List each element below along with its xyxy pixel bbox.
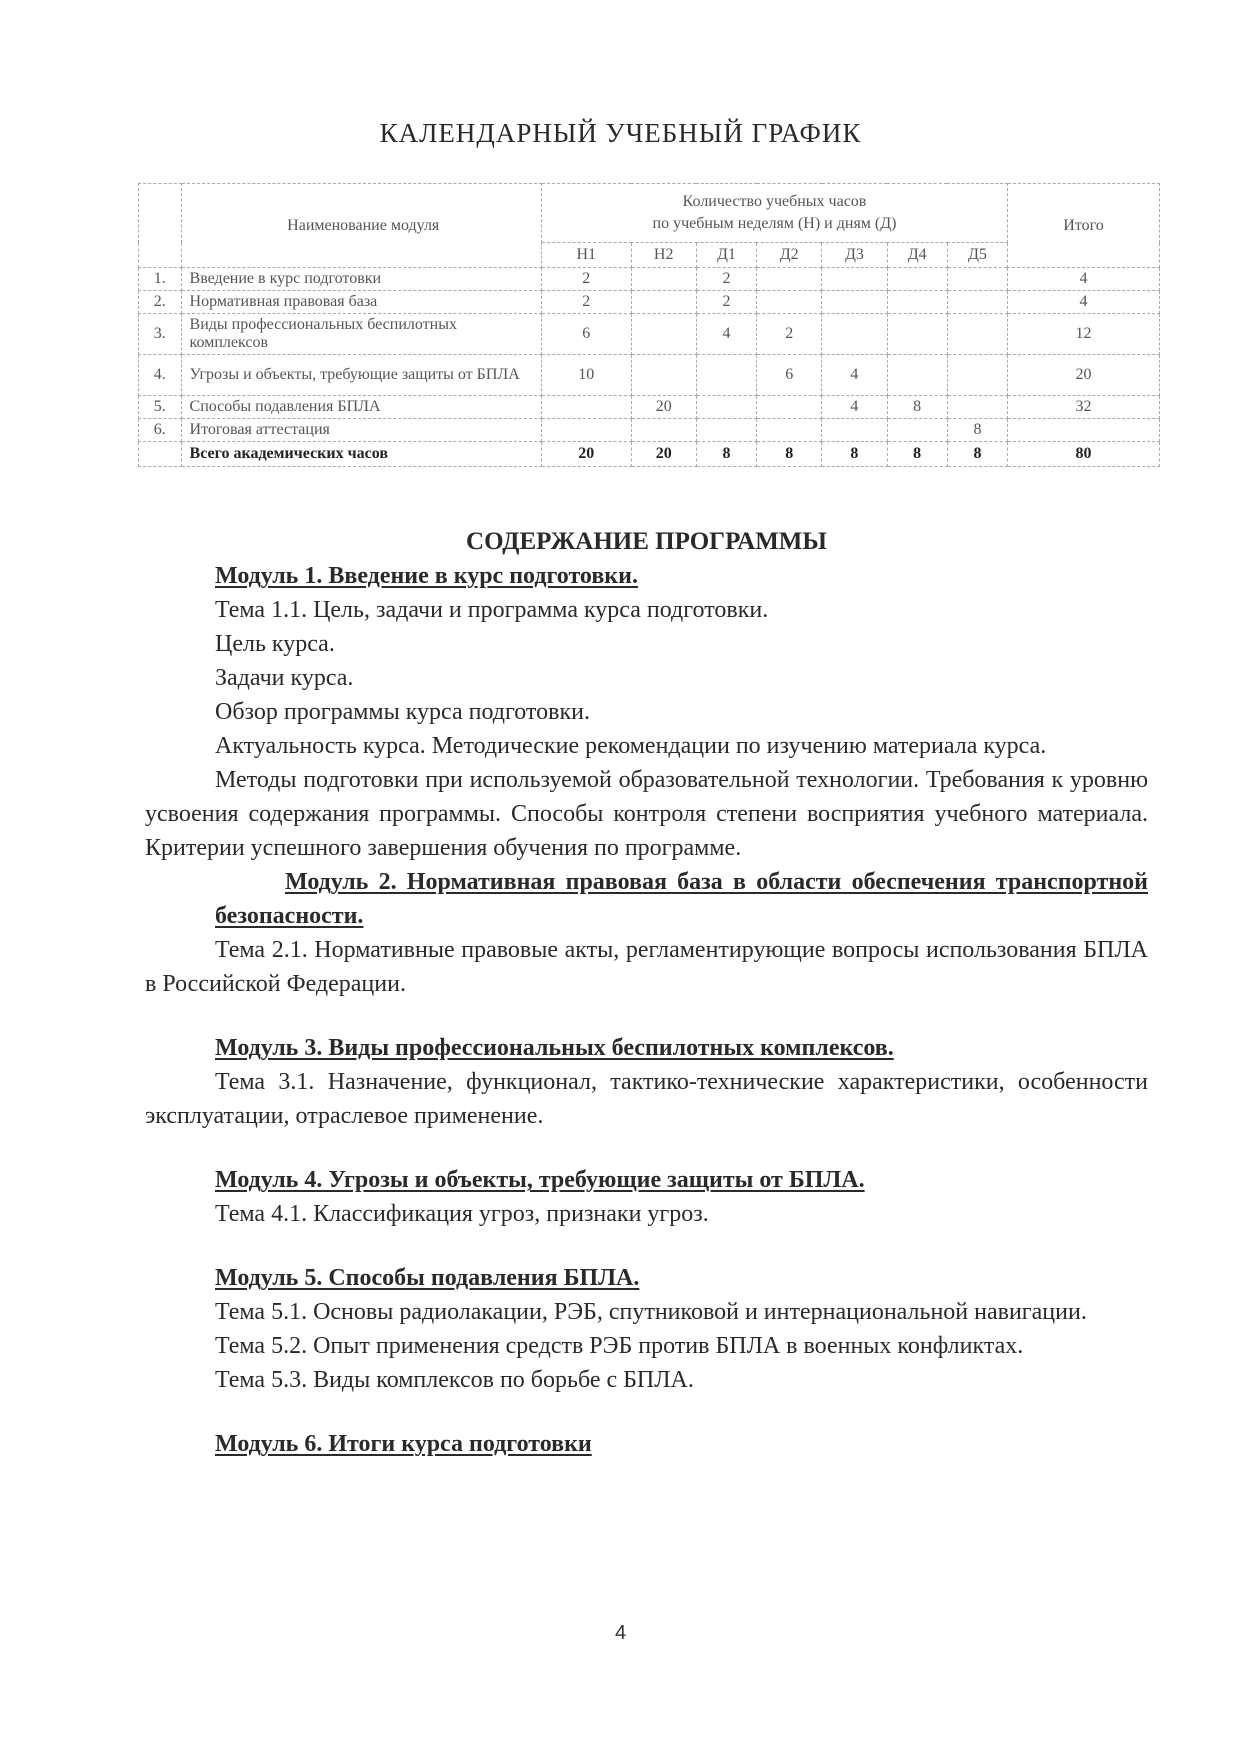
row-hours-cell: 2: [541, 268, 631, 291]
row-number: 4.: [139, 355, 182, 396]
page-number: 4: [614, 1622, 627, 1644]
row-hours-cell: 8: [887, 396, 947, 419]
table-row: [139, 419, 1160, 442]
row-hours-cell: [887, 419, 947, 442]
row-number: 1.: [139, 268, 182, 291]
row-hours-cell: 2: [696, 268, 756, 291]
module-5-topic: Тема 5.3. Виды комплексов по борьбе с БПЛА.: [215, 1367, 694, 1393]
header-hours: [541, 184, 1007, 243]
totals-cell: 8: [822, 442, 887, 467]
header-col: Д3: [822, 243, 887, 268]
module-4-topic: Тема 4.1. Классификация угроз, признаки угроз.: [215, 1201, 709, 1227]
module-5-topic: Тема 5.1. Основы радиолакации, РЭБ, спутниковой и интернациональной навигации.: [215, 1299, 1087, 1325]
row-hours-cell: [822, 419, 887, 442]
header-num: [139, 184, 182, 268]
header-col: Д1: [696, 243, 756, 268]
row-hours-cell: [822, 291, 887, 314]
module-3-heading: Модуль 3. Виды профессиональных беспилотных комплексов.: [215, 1035, 894, 1061]
row-hours-cell: [887, 355, 947, 396]
row-hours-cell: [541, 396, 631, 419]
header-col: Д5: [947, 243, 1007, 268]
row-hours-cell: [757, 268, 822, 291]
module-5-topic: Тема 5.2. Опыт применения средств РЭБ против БПЛА в военных конфликтах.: [215, 1333, 1024, 1359]
row-module-name: Итоговая аттестация: [181, 419, 541, 442]
totals-cell: 8: [757, 442, 822, 467]
table-row: [139, 314, 1160, 355]
totals-cell: 20: [541, 442, 631, 467]
row-number: 2.: [139, 291, 182, 314]
row-total: 20: [1008, 355, 1160, 396]
row-module-name: Введение в курс подготовки: [181, 268, 541, 291]
row-hours-cell: 20: [631, 396, 696, 419]
row-hours-cell: 2: [757, 314, 822, 355]
table-row: [139, 268, 1160, 291]
module-2-heading: Модуль 2. Нормативная правовая база в области обеспечения транспортной безопасности.: [215, 869, 1148, 929]
totals-grand-total: 80: [1008, 442, 1160, 467]
table-row: [139, 396, 1160, 419]
row-hours-cell: 6: [541, 314, 631, 355]
row-hours-cell: 2: [696, 291, 756, 314]
row-hours-cell: [887, 291, 947, 314]
row-hours-cell: [631, 314, 696, 355]
row-hours-cell: [631, 268, 696, 291]
header-hours-line2: по учебным неделям (Н) и дням (Д): [652, 215, 897, 232]
module-1-paragraph: Методы подготовки при используемой образовательной технологии. Требования к уровню усвоения содержания программы. Способы контроля степени восприятия учебного материала. Критерии успешного завершения обучения по программе.: [145, 767, 1148, 861]
row-total: 32: [1008, 396, 1160, 419]
row-hours-cell: 8: [947, 419, 1007, 442]
header-total: Итого: [1008, 184, 1160, 268]
row-hours-cell: [947, 268, 1007, 291]
totals-cell: 8: [887, 442, 947, 467]
row-hours-cell: 4: [696, 314, 756, 355]
module-4-heading: Модуль 4. Угрозы и объекты, требующие защиты от БПЛА.: [215, 1167, 865, 1193]
module-6-heading: Модуль 6. Итоги курса подготовки: [215, 1431, 592, 1457]
table-row: [139, 355, 1160, 396]
row-hours-cell: [947, 314, 1007, 355]
row-module-name: Способы подавления БПЛА: [181, 396, 541, 419]
row-hours-cell: [631, 419, 696, 442]
table-totals-row: [139, 442, 1160, 467]
module-3-topic: Тема 3.1. Назначение, функционал, тактико-технические характеристики, особенности эксплуатации, отраслевое применение.: [145, 1069, 1148, 1129]
totals-num: [139, 442, 182, 467]
row-module-name: Угрозы и объекты, требующие защиты от БПЛА: [181, 355, 541, 396]
row-hours-cell: [947, 291, 1007, 314]
totals-label: Всего академических часов: [181, 442, 541, 467]
totals-cell: 20: [631, 442, 696, 467]
row-total: 12: [1008, 314, 1160, 355]
module-1-topic: Тема 1.1. Цель, задачи и программа курса подготовки.: [215, 597, 769, 623]
header-col: Д2: [757, 243, 822, 268]
module-1-line: Обзор программы курса подготовки.: [215, 699, 590, 725]
row-module-name: Нормативная правовая база: [181, 291, 541, 314]
row-hours-cell: [631, 355, 696, 396]
row-hours-cell: [757, 419, 822, 442]
row-number: 5.: [139, 396, 182, 419]
row-hours-cell: 4: [822, 355, 887, 396]
module-1-heading: Модуль 1. Введение в курс подготовки.: [215, 563, 638, 589]
row-total: [1008, 419, 1160, 442]
row-hours-cell: [631, 291, 696, 314]
row-hours-cell: [947, 396, 1007, 419]
row-hours-cell: [696, 396, 756, 419]
header-col: Д4: [887, 243, 947, 268]
row-hours-cell: [696, 419, 756, 442]
schedule-table: [138, 183, 1160, 467]
row-total: 4: [1008, 268, 1160, 291]
header-col: Н1: [541, 243, 631, 268]
row-hours-cell: [757, 291, 822, 314]
section-title: СОДЕРЖАНИЕ ПРОГРАММЫ: [466, 528, 827, 555]
row-number: 3.: [139, 314, 182, 355]
module-1-paragraph: Актуальность курса. Методические рекомендации по изучению материала курса.: [215, 733, 1047, 759]
row-hours-cell: [947, 355, 1007, 396]
header-hours-line1: Количество учебных часов: [682, 193, 867, 210]
module-1-line: Задачи курса.: [215, 665, 354, 691]
row-hours-cell: [696, 355, 756, 396]
module-1-line: Цель курса.: [215, 631, 335, 657]
row-hours-cell: [887, 268, 947, 291]
totals-cell: 8: [947, 442, 1007, 467]
table-row: [139, 291, 1160, 314]
row-hours-cell: [822, 268, 887, 291]
module-2-topic: Тема 2.1. Нормативные правовые акты, регламентирующие вопросы использования БПЛА в Российской Федерации.: [145, 937, 1148, 997]
totals-cell: 8: [696, 442, 756, 467]
module-5-heading: Модуль 5. Способы подавления БПЛА.: [215, 1265, 640, 1291]
row-hours-cell: 6: [757, 355, 822, 396]
program-content: [145, 525, 1148, 1461]
row-module-name: Виды профессиональных беспилотных комплексов: [181, 314, 541, 355]
table-body: [139, 268, 1160, 467]
row-hours-cell: [757, 396, 822, 419]
header-module-name: Наименование модуля: [181, 184, 541, 268]
row-hours-cell: 2: [541, 291, 631, 314]
table-header-row: [139, 184, 1160, 243]
document-title: КАЛЕНДАРНЫЙ УЧЕБНЫЙ ГРАФИК: [379, 118, 862, 148]
row-hours-cell: [822, 314, 887, 355]
row-hours-cell: [887, 314, 947, 355]
row-number: 6.: [139, 419, 182, 442]
header-col: Н2: [631, 243, 696, 268]
row-hours-cell: [541, 419, 631, 442]
row-hours-cell: 10: [541, 355, 631, 396]
row-total: 4: [1008, 291, 1160, 314]
row-hours-cell: 4: [822, 396, 887, 419]
